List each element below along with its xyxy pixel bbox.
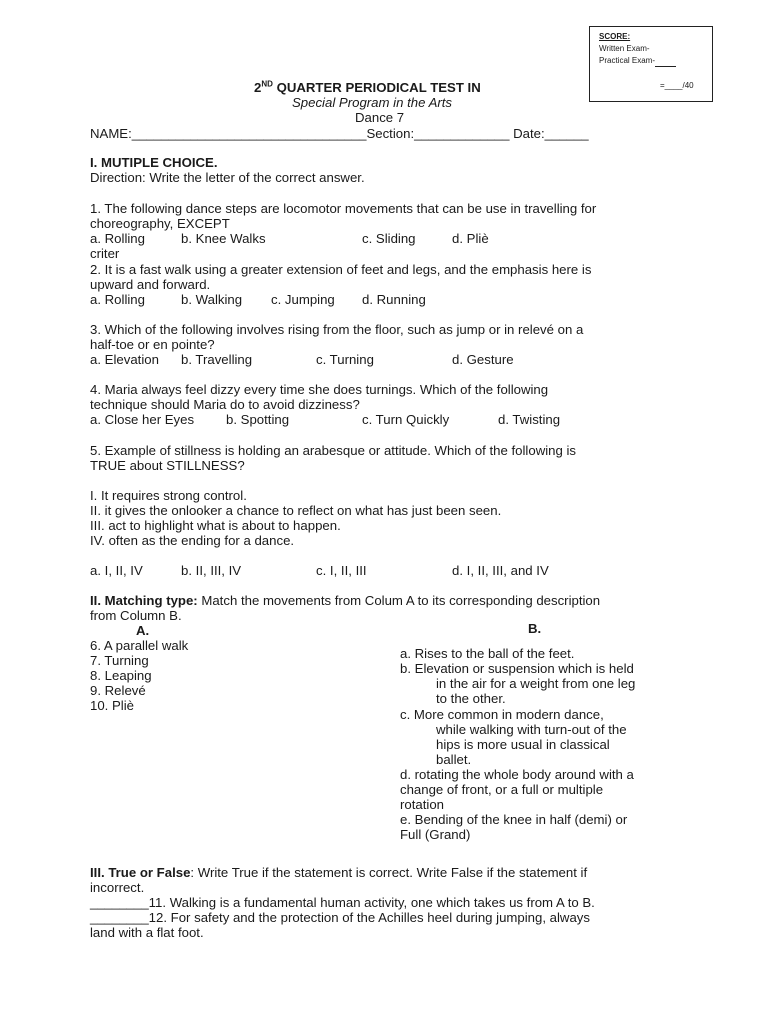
q5-option-b: b. II, III, IV	[181, 563, 242, 578]
student-info-line: NAME:________________________________Section:_____________ Date:______	[90, 126, 589, 141]
column-b-line: rotation	[400, 797, 444, 812]
column-a-item: 7. Turning	[90, 653, 149, 668]
q5-option-a: a. I, II, IV	[90, 563, 143, 578]
q3-option-d: d. Gesture	[452, 352, 514, 367]
score-total: =____/40	[660, 81, 694, 90]
q1-text-2: choreography, EXCEPT	[90, 216, 230, 231]
q5-text: 5. Example of stillness is holding an arabesque or attitude. Which of the following is	[90, 443, 577, 458]
column-b-line: Full (Grand)	[400, 827, 471, 842]
q5-statement-3: III. act to highlight what is about to happen.	[90, 518, 341, 533]
column-a-title: A.	[136, 623, 150, 638]
column-b-line: in the air for a weight from one leg	[436, 676, 636, 691]
score-title: SCORE:	[599, 32, 631, 41]
column-b-line: hips is more usual in classical	[436, 737, 610, 752]
column-b-line: d. rotating the whole body around with a	[400, 767, 634, 782]
q2-text-2: upward and forward.	[90, 277, 211, 292]
q1-option-a: a. Rolling	[90, 231, 145, 246]
column-a-item: 10. Pliè	[90, 698, 134, 713]
q5-option-c: c. I, II, III	[316, 563, 367, 578]
part3-heading: III. True or False	[90, 865, 191, 880]
q5-text-2: TRUE about STILLNESS?	[90, 458, 245, 473]
tf-item-12-2: land with a flat foot.	[90, 925, 204, 940]
part2-direction-2: from Column B.	[90, 608, 182, 623]
column-b-line: to the other.	[436, 691, 506, 706]
q2-text: 2. It is a fast walk using a greater extension of feet and legs, and the emphasis here is	[90, 262, 592, 277]
part2-direction: II. Matching type: Match the movements from Colum A to its corresponding description	[90, 593, 601, 608]
q2-option-b: b. Walking	[181, 292, 243, 307]
part2-heading: II. Matching type:	[90, 593, 198, 608]
column-b-line: change of front, or a full or multiple	[400, 782, 604, 797]
q4-option-b: b. Spotting	[226, 412, 290, 427]
column-a-item: 9. Relevé	[90, 683, 146, 698]
q1-text: 1. The following dance steps are locomotor movements that can be use in travelling for	[90, 201, 597, 216]
tf-item-12: ________12. For safety and the protection of the Achilles heel during jumping, always	[90, 910, 590, 925]
q3-text-2: half-toe or en pointe?	[90, 337, 215, 352]
q1-stray-text: criter	[90, 246, 120, 261]
column-b-title: B.	[528, 621, 542, 636]
q4-text-2: technique should Maria do to avoid dizziness?	[90, 397, 360, 412]
score-box	[589, 26, 713, 102]
column-a-item: 8. Leaping	[90, 668, 152, 683]
q4-option-d: d. Twisting	[498, 412, 561, 427]
column-b-line: c. More common in modern dance,	[400, 707, 604, 722]
column-a-item: 6. A parallel walk	[90, 638, 189, 653]
tf-item-11: ________11. Walking is a fundamental human activity, one which takes us from A to B.	[90, 895, 595, 910]
part3-direction: III. True or False: Write True if the statement is correct. Write False if the statement if	[90, 865, 588, 880]
q1-option-c: c. Sliding	[362, 231, 416, 246]
q3-option-a: a. Elevation	[90, 352, 159, 367]
course-name: Dance 7	[355, 110, 405, 125]
q1-option-d: d. Pliè	[452, 231, 489, 246]
practical-exam-label: Practical Exam-	[599, 55, 676, 67]
q5-statement-4: IV. often as the ending for a dance.	[90, 533, 295, 548]
q4-option-c: c. Turn Quickly	[362, 412, 450, 427]
q1-option-b: b. Knee Walks	[181, 231, 266, 246]
column-b-line: ballet.	[436, 752, 472, 767]
part3-direction-2: incorrect.	[90, 880, 145, 895]
part1-heading: I. MUTIPLE CHOICE.	[90, 155, 218, 170]
q3-text: 3. Which of the following involves rising from the floor, such as jump or in relevé on a	[90, 322, 584, 337]
q2-option-d: d. Running	[362, 292, 426, 307]
q3-option-b: b. Travelling	[181, 352, 253, 367]
test-subtitle: Special Program in the Arts	[292, 95, 453, 110]
column-b-line: while walking with turn-out of the	[436, 722, 627, 737]
q4-text: 4. Maria always feel dizzy every time she does turnings. Which of the following	[90, 382, 549, 397]
column-b-line: e. Bending of the knee in half (demi) or	[400, 812, 628, 827]
q5-statement-2: II. it gives the onlooker a chance to reflect on what has just been seen.	[90, 503, 502, 518]
q4-option-a: a. Close her Eyes	[90, 412, 195, 427]
test-title: 2ND QUARTER PERIODICAL TEST IN	[254, 79, 481, 95]
q5-option-d: d. I, II, III, and IV	[452, 563, 549, 578]
column-b-line: b. Elevation or suspension which is held	[400, 661, 634, 676]
part1-direction: Direction: Write the letter of the correct answer.	[90, 170, 365, 185]
q3-option-c: c. Turning	[316, 352, 374, 367]
q5-statement-1: I. It requires strong control.	[90, 488, 247, 503]
q2-option-a: a. Rolling	[90, 292, 145, 307]
written-exam-label: Written Exam-	[599, 44, 650, 53]
q2-option-c: c. Jumping	[271, 292, 335, 307]
column-b-line: a. Rises to the ball of the feet.	[400, 646, 575, 661]
